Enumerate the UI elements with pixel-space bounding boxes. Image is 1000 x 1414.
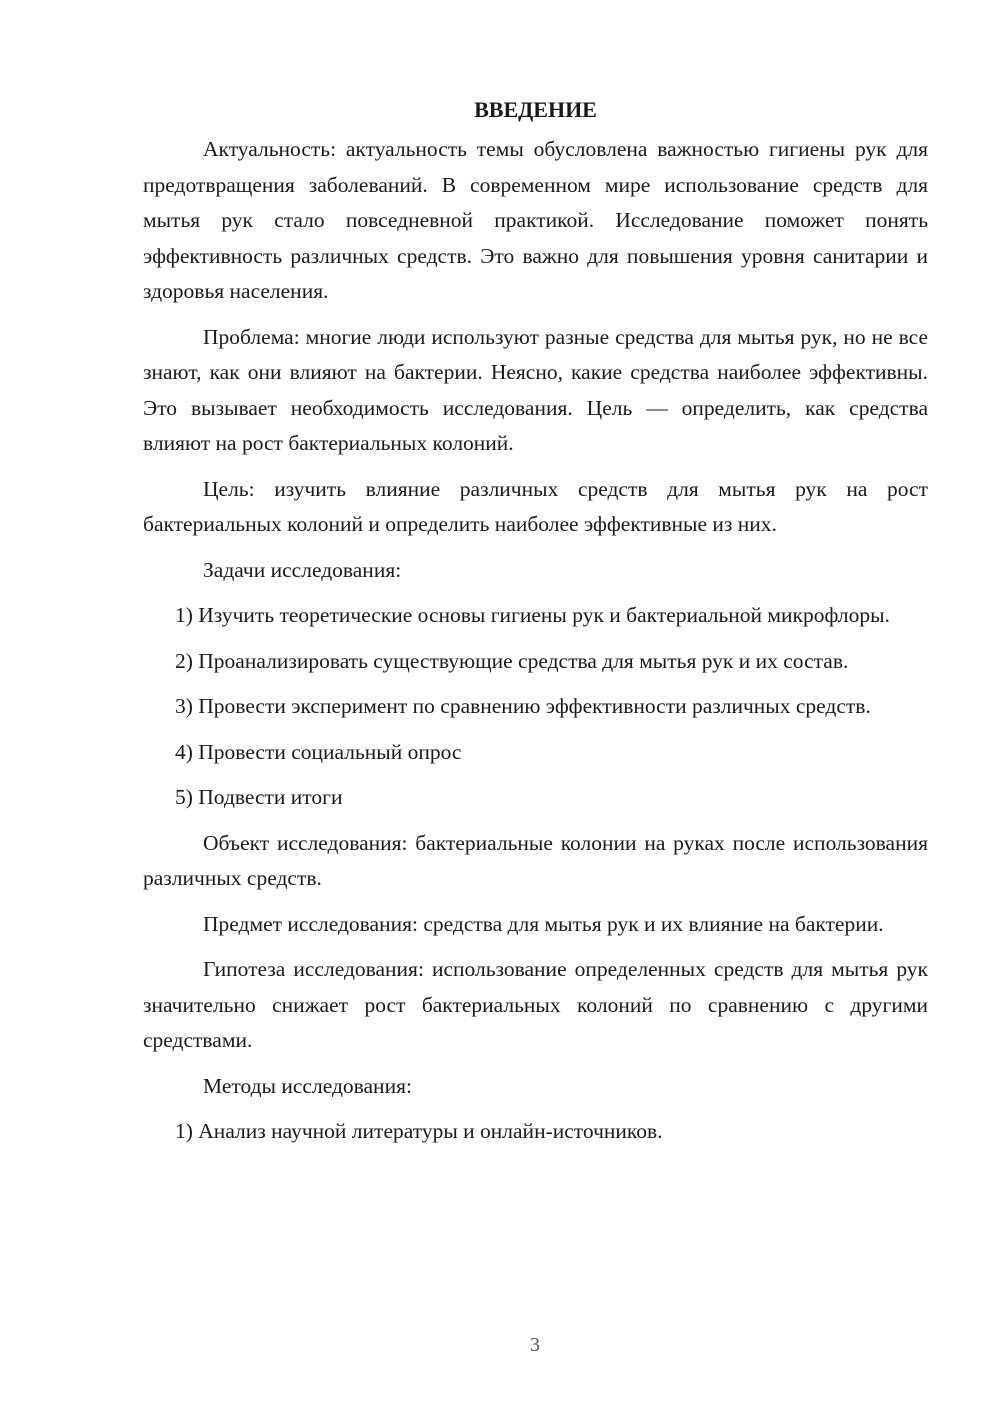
paragraph-hypothesis: Гипотеза исследования: использование определенных средств для мытья рук значительно снижает рост бактериальных колоний по сравнению с другими средствами. [143,957,928,1052]
document-page [143,92,928,1160]
paragraph-goal: Цель: изучить влияние различных средств для мытья рук на рост бактериальных колоний и определить наиболее эффективные из них. [143,476,928,536]
task-item: 1) Изучить теоретические основы гигиены рук и бактериальной микрофлоры. [175,603,890,627]
tasks-heading: Задачи исследования: [203,557,402,582]
task-item: 2) Проанализировать существующие средства для мытья рук и их состав. [175,648,849,673]
paragraph-object: Объект исследования: бактериальные колонии на руках после использования различных средств. [143,830,928,890]
task-item: 3) Провести эксперимент по сравнению эффективности различных средств. [175,694,871,718]
paragraph-problem: Проблема: многие люди используют разные средства для мытья рук, но не все знают, как они влияют на бактерии. Неясно, какие средства наиболее эффективны. Это вызывает необходимость исследования. Цель — определить, как средства влияют на рост бактериальных колоний. [143,324,928,455]
methods-heading: Методы исследования: [203,1073,412,1098]
method-item: 1) Анализ научной литературы и онлайн-источников. [175,1119,663,1143]
page-title: ВВЕДЕНИЕ [474,97,597,122]
paragraph-relevance: Актуальность: актуальность темы обусловлена важностью гигиены рук для предотвращения заболеваний. В современном мире использование средств для мытья рук стало повседневной практикой. Исследование поможет понять эффективность различных средств. Это важно для повышения уровня санитарии и здоровья населения. [143,137,928,303]
task-item: 4) Провести социальный опрос [175,739,462,764]
page-number: 3 [530,1334,540,1356]
paragraph-subject: Предмет исследования: средства для мытья рук и их влияние на бактерии. [203,911,884,936]
task-item: 5) Подвести итоги [175,785,343,809]
